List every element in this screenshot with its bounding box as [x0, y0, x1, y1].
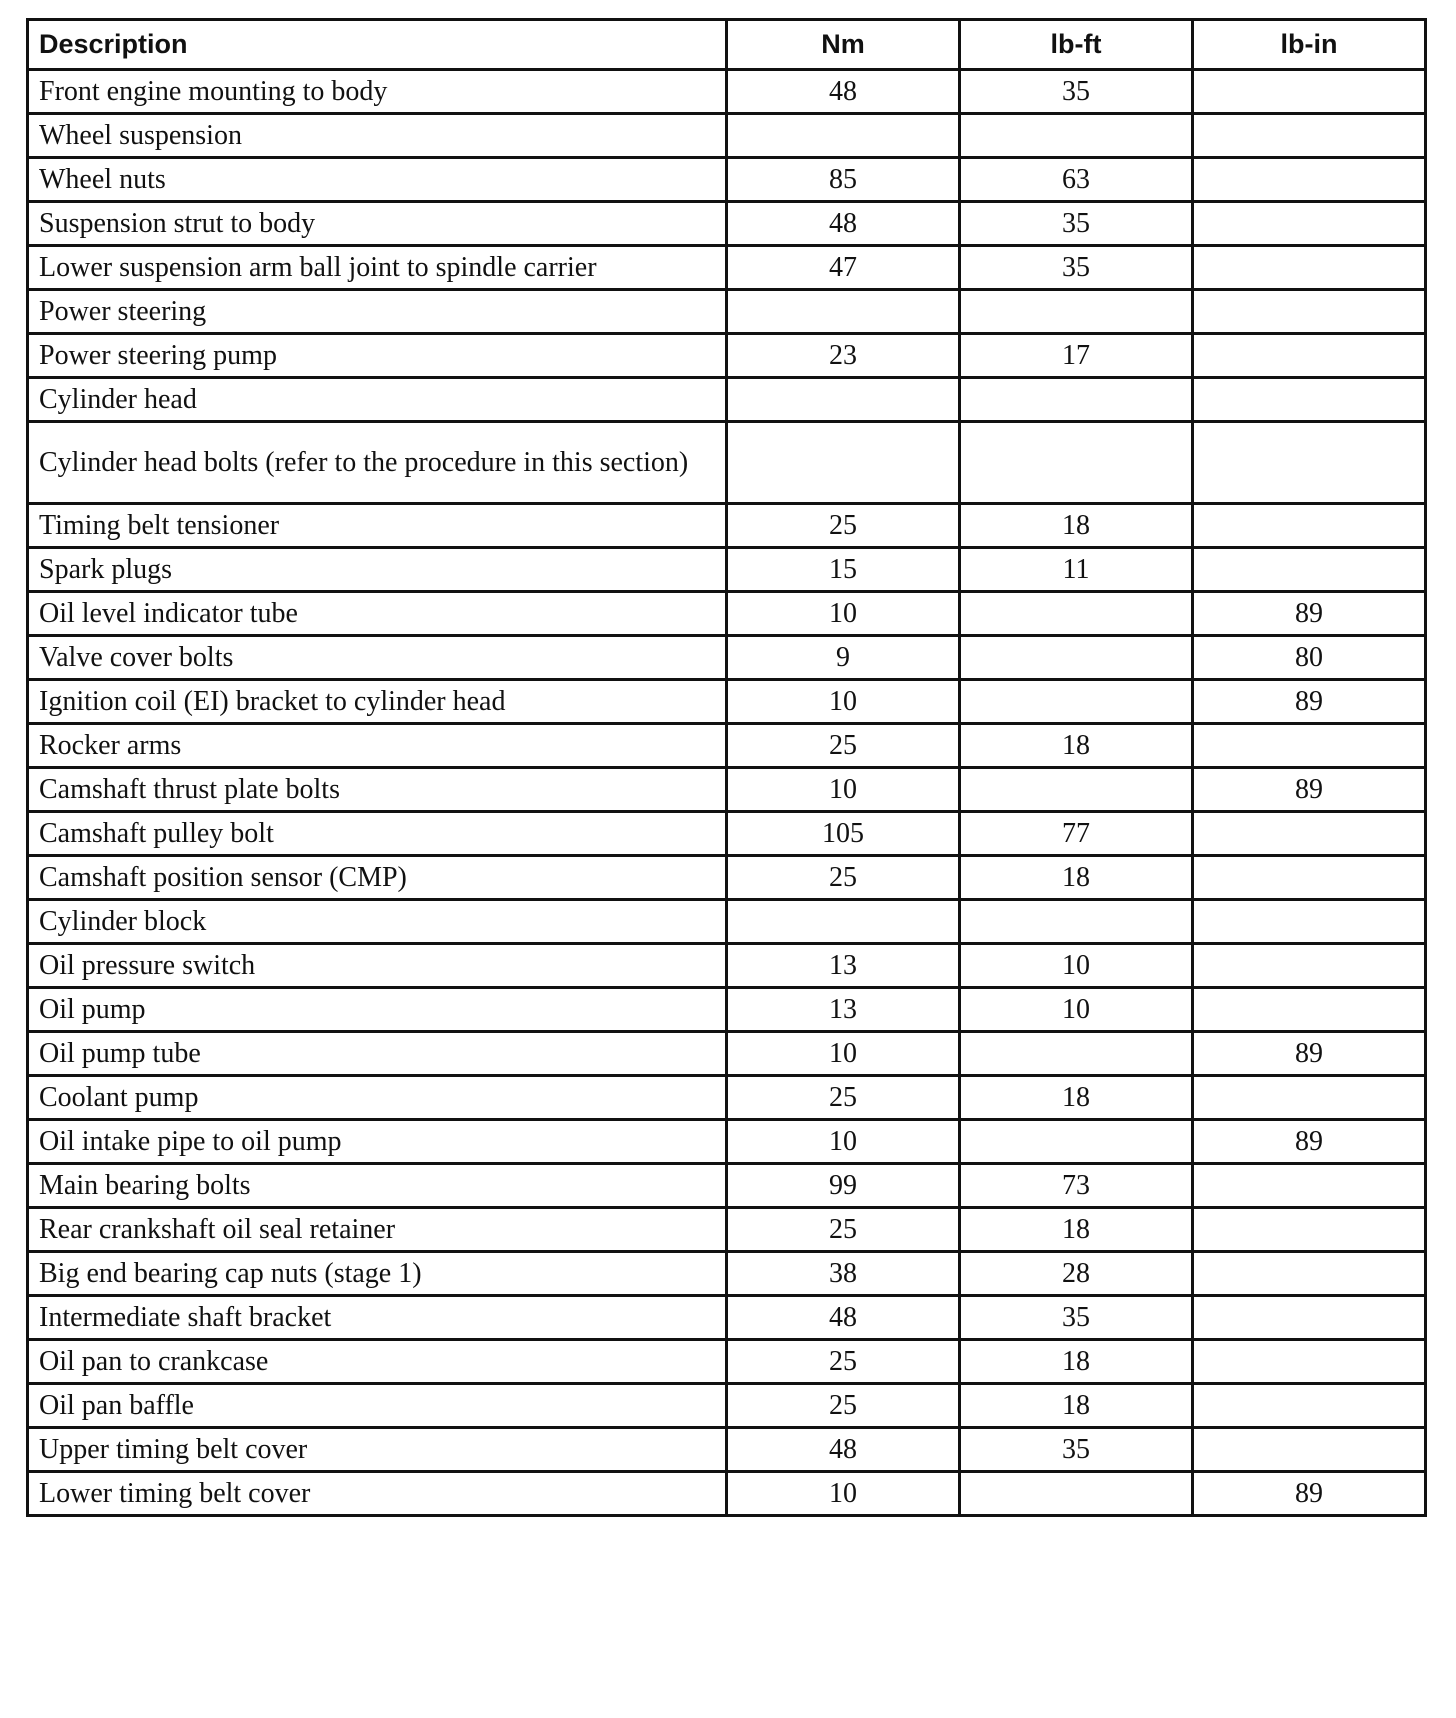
table-row	[28, 680, 1426, 724]
cell-lb-in	[1193, 988, 1426, 1032]
cell-lb-in	[1193, 1296, 1426, 1340]
cell-lb-ft: 18	[960, 724, 1193, 768]
cell-lb-in	[1193, 1208, 1426, 1252]
cell-description: Oil level indicator tube	[28, 592, 727, 636]
table-row	[28, 1120, 1426, 1164]
cell-lb-ft: 17	[960, 334, 1193, 378]
cell-nm	[727, 378, 960, 422]
cell-lb-ft: 10	[960, 944, 1193, 988]
cell-description: Lower suspension arm ball joint to spindle carrier	[28, 246, 727, 290]
cell-nm	[727, 290, 960, 334]
cell-nm: 25	[727, 1208, 960, 1252]
cell-lb-ft: 10	[960, 988, 1193, 1032]
cell-description: Valve cover bolts	[28, 636, 727, 680]
cell-lb-ft	[960, 636, 1193, 680]
cell-nm: 10	[727, 1120, 960, 1164]
table-row	[28, 856, 1426, 900]
cell-description: Ignition coil (EI) bracket to cylinder head	[28, 680, 727, 724]
cell-lb-ft: 28	[960, 1252, 1193, 1296]
cell-nm: 25	[727, 504, 960, 548]
header-description: Description	[28, 20, 727, 70]
cell-nm: 105	[727, 812, 960, 856]
cell-lb-ft: 35	[960, 202, 1193, 246]
cell-nm: 48	[727, 1428, 960, 1472]
cell-nm: 13	[727, 944, 960, 988]
cell-lb-in	[1193, 1340, 1426, 1384]
header-nm: Nm	[727, 20, 960, 70]
table-body	[28, 70, 1426, 1516]
table-row	[28, 1032, 1426, 1076]
cell-description: Wheel nuts	[28, 158, 727, 202]
cell-description: Oil pressure switch	[28, 944, 727, 988]
cell-nm: 25	[727, 856, 960, 900]
table-row	[28, 768, 1426, 812]
cell-lb-in	[1193, 290, 1426, 334]
table-row	[28, 378, 1426, 422]
cell-nm: 25	[727, 1076, 960, 1120]
table-row	[28, 988, 1426, 1032]
cell-lb-in	[1193, 70, 1426, 114]
cell-lb-ft	[960, 290, 1193, 334]
cell-nm: 38	[727, 1252, 960, 1296]
table-row	[28, 1252, 1426, 1296]
cell-description: Suspension strut to body	[28, 202, 727, 246]
cell-lb-ft: 35	[960, 70, 1193, 114]
cell-lb-in	[1193, 1164, 1426, 1208]
cell-lb-in	[1193, 724, 1426, 768]
cell-lb-in: 80	[1193, 636, 1426, 680]
cell-description: Camshaft position sensor (CMP)	[28, 856, 727, 900]
cell-lb-in	[1193, 900, 1426, 944]
cell-lb-in	[1193, 1076, 1426, 1120]
cell-lb-in	[1193, 114, 1426, 158]
cell-lb-in	[1193, 378, 1426, 422]
cell-lb-in	[1193, 504, 1426, 548]
cell-description: Timing belt tensioner	[28, 504, 727, 548]
cell-description: Big end bearing cap nuts (stage 1)	[28, 1252, 727, 1296]
cell-lb-in	[1193, 856, 1426, 900]
cell-lb-ft: 11	[960, 548, 1193, 592]
cell-lb-ft	[960, 680, 1193, 724]
cell-description: Front engine mounting to body	[28, 70, 727, 114]
cell-lb-in: 89	[1193, 1120, 1426, 1164]
table-row	[28, 70, 1426, 114]
cell-description: Rear crankshaft oil seal retainer	[28, 1208, 727, 1252]
cell-lb-ft: 35	[960, 1428, 1193, 1472]
cell-nm: 25	[727, 724, 960, 768]
table-row	[28, 812, 1426, 856]
cell-description: Oil pan to crankcase	[28, 1340, 727, 1384]
cell-lb-in	[1193, 1428, 1426, 1472]
cell-lb-ft: 77	[960, 812, 1193, 856]
cell-lb-in	[1193, 548, 1426, 592]
cell-description: Wheel suspension	[28, 114, 727, 158]
cell-lb-ft	[960, 768, 1193, 812]
table-row	[28, 422, 1426, 504]
table-row	[28, 202, 1426, 246]
cell-lb-in	[1193, 944, 1426, 988]
table-row	[28, 1428, 1426, 1472]
cell-nm	[727, 900, 960, 944]
cell-lb-ft: 63	[960, 158, 1193, 202]
cell-nm: 15	[727, 548, 960, 592]
cell-lb-in	[1193, 1252, 1426, 1296]
table-row	[28, 114, 1426, 158]
cell-description: Camshaft thrust plate bolts	[28, 768, 727, 812]
cell-nm: 25	[727, 1384, 960, 1428]
cell-description: Main bearing bolts	[28, 1164, 727, 1208]
cell-lb-in	[1193, 202, 1426, 246]
cell-nm: 9	[727, 636, 960, 680]
cell-lb-ft	[960, 900, 1193, 944]
cell-lb-in	[1193, 422, 1426, 504]
cell-description: Lower timing belt cover	[28, 1472, 727, 1516]
table-row	[28, 724, 1426, 768]
cell-nm: 13	[727, 988, 960, 1032]
cell-lb-in	[1193, 334, 1426, 378]
table-row	[28, 1076, 1426, 1120]
cell-lb-ft	[960, 1120, 1193, 1164]
cell-nm: 47	[727, 246, 960, 290]
cell-description: Cylinder head bolts (refer to the procedure in this section)	[28, 422, 727, 504]
table-row	[28, 592, 1426, 636]
table-row	[28, 1296, 1426, 1340]
cell-lb-ft: 18	[960, 504, 1193, 548]
cell-lb-ft: 35	[960, 1296, 1193, 1340]
cell-lb-ft	[960, 114, 1193, 158]
cell-lb-ft: 35	[960, 246, 1193, 290]
cell-lb-ft: 18	[960, 1384, 1193, 1428]
cell-description: Spark plugs	[28, 548, 727, 592]
table-row	[28, 1340, 1426, 1384]
table-row	[28, 1472, 1426, 1516]
table-header-row	[28, 20, 1426, 70]
cell-description: Cylinder head	[28, 378, 727, 422]
cell-nm: 10	[727, 768, 960, 812]
cell-nm: 85	[727, 158, 960, 202]
table-row	[28, 504, 1426, 548]
table-row	[28, 1208, 1426, 1252]
cell-nm: 10	[727, 680, 960, 724]
table-row	[28, 158, 1426, 202]
table-row	[28, 548, 1426, 592]
cell-lb-ft	[960, 378, 1193, 422]
table-row	[28, 944, 1426, 988]
cell-lb-in: 89	[1193, 1032, 1426, 1076]
cell-description: Oil pump	[28, 988, 727, 1032]
cell-lb-ft	[960, 422, 1193, 504]
cell-description: Power steering pump	[28, 334, 727, 378]
cell-lb-ft: 18	[960, 856, 1193, 900]
cell-lb-in: 89	[1193, 768, 1426, 812]
table-row	[28, 900, 1426, 944]
table-row	[28, 246, 1426, 290]
cell-nm: 48	[727, 202, 960, 246]
cell-nm: 99	[727, 1164, 960, 1208]
cell-lb-ft: 18	[960, 1208, 1193, 1252]
cell-description: Intermediate shaft bracket	[28, 1296, 727, 1340]
cell-nm: 10	[727, 1472, 960, 1516]
cell-lb-in: 89	[1193, 1472, 1426, 1516]
cell-description: Oil pump tube	[28, 1032, 727, 1076]
cell-description: Cylinder block	[28, 900, 727, 944]
cell-lb-in: 89	[1193, 592, 1426, 636]
cell-description: Oil pan baffle	[28, 1384, 727, 1428]
cell-nm: 23	[727, 334, 960, 378]
cell-nm	[727, 422, 960, 504]
cell-lb-ft: 18	[960, 1340, 1193, 1384]
cell-lb-in: 89	[1193, 680, 1426, 724]
cell-nm: 10	[727, 592, 960, 636]
cell-lb-ft	[960, 1032, 1193, 1076]
torque-specifications-table	[26, 18, 1427, 1517]
cell-description: Rocker arms	[28, 724, 727, 768]
cell-lb-in	[1193, 812, 1426, 856]
cell-nm	[727, 114, 960, 158]
table-row	[28, 290, 1426, 334]
table-row	[28, 636, 1426, 680]
cell-description: Upper timing belt cover	[28, 1428, 727, 1472]
cell-lb-in	[1193, 1384, 1426, 1428]
cell-nm: 25	[727, 1340, 960, 1384]
cell-nm: 48	[727, 70, 960, 114]
cell-lb-ft: 18	[960, 1076, 1193, 1120]
header-lb-ft: lb-ft	[960, 20, 1193, 70]
cell-lb-ft: 73	[960, 1164, 1193, 1208]
table-row	[28, 334, 1426, 378]
cell-nm: 48	[727, 1296, 960, 1340]
cell-nm: 10	[727, 1032, 960, 1076]
table-row	[28, 1164, 1426, 1208]
cell-description: Camshaft pulley bolt	[28, 812, 727, 856]
table-row	[28, 1384, 1426, 1428]
cell-lb-ft	[960, 1472, 1193, 1516]
cell-lb-in	[1193, 158, 1426, 202]
header-lb-in: lb-in	[1193, 20, 1426, 70]
cell-description: Power steering	[28, 290, 727, 334]
cell-description: Oil intake pipe to oil pump	[28, 1120, 727, 1164]
cell-lb-ft	[960, 592, 1193, 636]
cell-description: Coolant pump	[28, 1076, 727, 1120]
cell-lb-in	[1193, 246, 1426, 290]
